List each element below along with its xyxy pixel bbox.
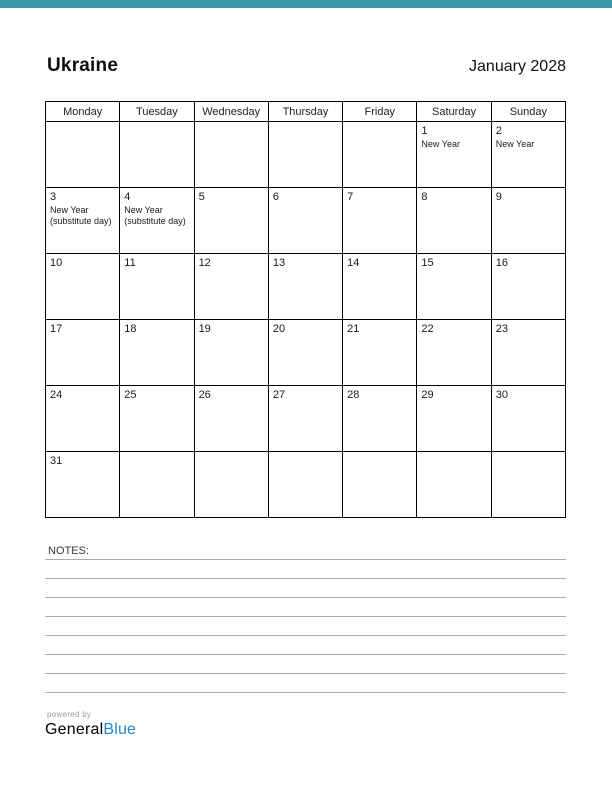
calendar-cell	[269, 452, 343, 518]
calendar-cell	[46, 320, 120, 386]
calendar-cell	[195, 386, 269, 452]
weekday-header: Tuesday	[120, 102, 194, 122]
brand-logo	[45, 721, 136, 739]
holiday-label: New Year	[495, 139, 535, 150]
calendar-cell	[492, 452, 566, 518]
calendar-week-row	[46, 122, 566, 188]
calendar-cell	[343, 188, 417, 254]
day-number: 10	[50, 257, 63, 269]
calendar-cell	[120, 320, 194, 386]
day-number: 13	[272, 257, 286, 269]
calendar-cell	[120, 386, 194, 452]
calendar-cell	[46, 452, 120, 518]
calendar-week-row	[46, 452, 566, 518]
day-number: 2	[495, 125, 502, 137]
weekday-header: Thursday	[269, 102, 343, 122]
month-title: January 2028	[469, 58, 566, 75]
notes-line	[45, 598, 566, 617]
notes-section	[45, 541, 566, 693]
country-title: Ukraine	[47, 55, 119, 76]
calendar-cell	[195, 254, 269, 320]
weekday-header: Wednesday	[195, 102, 269, 122]
holiday-label: New Year (substitute day)	[124, 205, 186, 227]
calendar-cell	[46, 386, 120, 452]
day-number: 30	[495, 389, 508, 401]
day-number: 9	[495, 191, 502, 203]
day-number: 14	[347, 257, 360, 269]
notes-line	[45, 617, 566, 636]
calendar-cell	[417, 386, 491, 452]
calendar-cell	[343, 122, 417, 188]
holiday-label: New Year	[421, 139, 460, 150]
weekday-header: Monday	[46, 102, 120, 122]
day-number: 16	[495, 257, 508, 269]
calendar-week-row	[46, 320, 566, 386]
notes-line	[45, 579, 566, 598]
calendar-cell	[46, 188, 120, 254]
calendar-cell	[120, 452, 194, 518]
calendar-cell	[492, 254, 566, 320]
brand-blue-text: Blue	[103, 721, 137, 738]
day-number: 27	[272, 389, 286, 401]
calendar-week-row	[46, 254, 566, 320]
day-number: 7	[347, 191, 354, 203]
calendar-cell	[46, 122, 120, 188]
calendar-cell	[269, 254, 343, 320]
calendar-cell	[120, 254, 194, 320]
calendar-cell	[343, 320, 417, 386]
day-number: 15	[421, 257, 434, 269]
calendar-cell	[46, 254, 120, 320]
calendar-cell	[492, 386, 566, 452]
notes-line	[45, 541, 566, 560]
weekday-header: Friday	[343, 102, 417, 122]
calendar-body	[46, 122, 566, 518]
notes-line	[45, 655, 566, 674]
brand-general-text: General	[45, 721, 104, 738]
calendar-cell	[195, 188, 269, 254]
day-number: 29	[421, 389, 434, 401]
calendar-cell	[417, 188, 491, 254]
day-number: 31	[50, 455, 63, 467]
calendar-week-row	[46, 188, 566, 254]
holiday-label: New Year (substitute day)	[50, 205, 112, 227]
notes-line	[45, 636, 566, 655]
weekday-header: Saturday	[417, 102, 491, 122]
day-number: 26	[198, 389, 211, 401]
calendar-cell	[120, 188, 194, 254]
calendar-cell	[417, 122, 491, 188]
calendar-cell	[269, 320, 343, 386]
day-number: 22	[421, 323, 434, 335]
day-number: 20	[272, 323, 286, 335]
day-number: 8	[421, 191, 428, 203]
notes-line	[45, 560, 566, 579]
day-number: 3	[50, 191, 57, 203]
day-number: 21	[347, 323, 360, 335]
day-number: 1	[421, 125, 428, 137]
calendar-cell	[343, 254, 417, 320]
weekday-header: Sunday	[492, 102, 566, 122]
calendar-cell	[120, 122, 194, 188]
top-accent-bar	[0, 0, 612, 8]
day-number: 11	[124, 257, 136, 269]
day-number: 17	[50, 323, 63, 335]
powered-by-text: powered by	[47, 710, 92, 719]
day-number: 6	[272, 191, 279, 203]
day-number: 23	[495, 323, 508, 335]
calendar-cell	[417, 254, 491, 320]
calendar-cell	[343, 452, 417, 518]
calendar-header-row	[46, 102, 566, 122]
calendar-cell	[492, 188, 566, 254]
calendar-cell	[195, 122, 269, 188]
calendar-week-row	[46, 386, 566, 452]
calendar-cell	[195, 320, 269, 386]
day-number: 24	[50, 389, 63, 401]
day-number: 4	[124, 191, 131, 203]
calendar-grid	[45, 101, 566, 518]
day-number: 12	[198, 257, 211, 269]
calendar-cell	[269, 188, 343, 254]
calendar-cell	[195, 452, 269, 518]
calendar-cell	[492, 320, 566, 386]
day-number: 19	[198, 323, 211, 335]
day-number: 25	[124, 389, 137, 401]
notes-label: NOTES:	[48, 545, 89, 557]
calendar-cell	[269, 386, 343, 452]
day-number: 28	[347, 389, 360, 401]
notes-line	[45, 674, 566, 693]
calendar-cell	[417, 320, 491, 386]
day-number: 5	[198, 191, 205, 203]
calendar-cell	[417, 452, 491, 518]
day-number: 18	[124, 323, 137, 335]
calendar-cell	[269, 122, 343, 188]
calendar-cell	[343, 386, 417, 452]
calendar-cell	[492, 122, 566, 188]
